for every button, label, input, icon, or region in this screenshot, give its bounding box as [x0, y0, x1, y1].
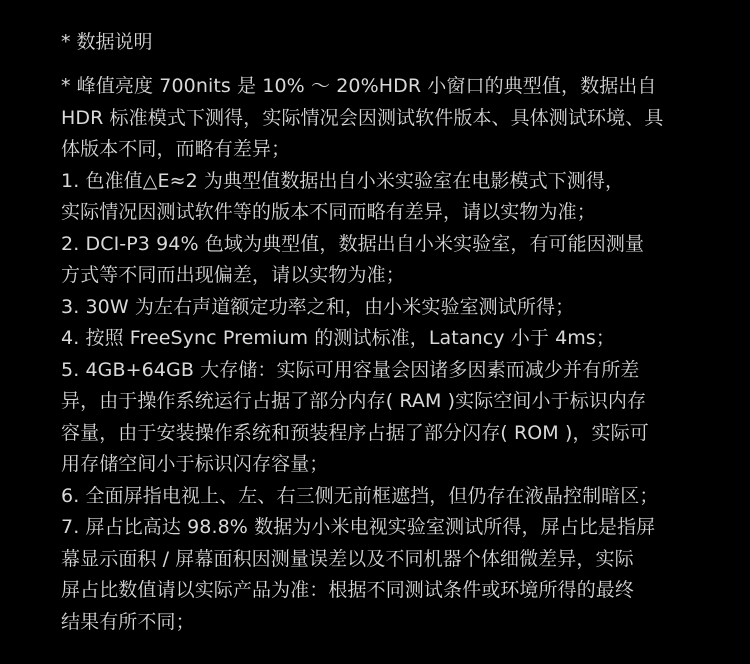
- note-line: 结果有所不同；: [61, 610, 195, 633]
- notes-list: [61, 71, 701, 638]
- note-line: 实际情况因测试软件等的版本不同而略有差异，请以实物为准；: [61, 201, 596, 223]
- note-line: 体版本不同，而略有差异；: [61, 138, 291, 160]
- note-line: * 峰值亮度 700nits 是 10% ～ 20%HDR 小窗口的典型值，数据出自: [61, 75, 657, 97]
- note-line: 异，由于操作系统运行占据了部分内存( RAM )实际空间小于标识内存: [61, 390, 647, 412]
- note-line: 6. 全面屏指电视上、左、右三侧无前框遮挡，但仍存在液晶控制暗区；: [61, 484, 659, 507]
- note-line: 5. 4GB+64GB 大存储：实际可用容量会因诸多因素而减少并有所差: [61, 358, 640, 381]
- note-line: 方式等不同而出现偏差，请以实物为准；: [61, 264, 405, 286]
- note-line: 用存储空间小于标识闪存容量；: [61, 453, 329, 475]
- note-line: HDR 标准模式下测得，实际情况会因测试软件版本、具体测试环境、具: [61, 106, 664, 129]
- note-line: 4. 按照 FreeSync Premium 的测试标准，Latancy 小于 4ms；: [61, 327, 615, 349]
- note-line: 幕显示面积 / 屏幕面积因测量误差以及不同机器个体细微差异，实际: [61, 547, 634, 570]
- note-line: 2. DCI-P3 94% 色域为典型值，数据出自小米实验室，有可能因测量: [61, 232, 645, 255]
- note-line: 1. 色准值△E≈2 为典型值数据出自小米实验室在电影模式下测得，: [61, 169, 625, 192]
- note-line: 3. 30W 为左右声道额定功率之和，由小米实验室测试所得；: [61, 295, 575, 318]
- section-heading: * 数据说明: [61, 31, 153, 53]
- note-line: 屏占比数值请以实际产品为准：根据不同测试条件或环境所得的最终: [61, 579, 635, 601]
- note-line: 容量，由于安装操作系统和预装程序占据了部分闪存( ROM )，实际可: [61, 421, 649, 444]
- note-line: 7. 屏占比高达 98.8% 数据为小米电视实验室测试所得，屏占比是指屏: [61, 516, 656, 538]
